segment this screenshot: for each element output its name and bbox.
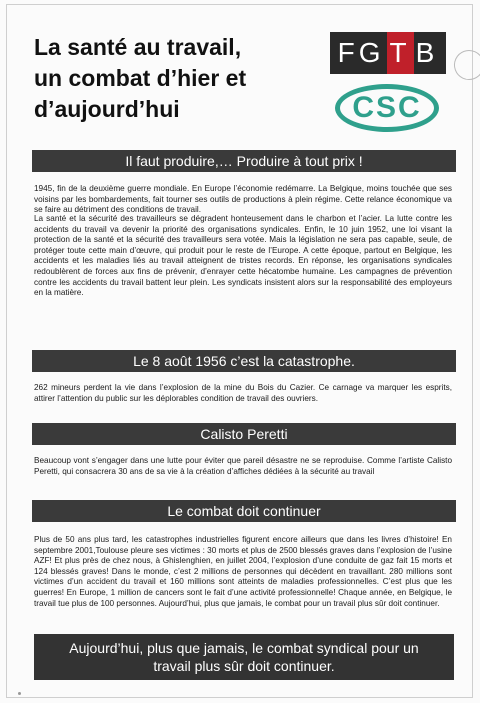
fgtb-logo-red-letter: T (387, 32, 414, 74)
scan-dot (18, 692, 21, 695)
conclusion-box (34, 634, 454, 680)
paragraph-peretti: Beaucoup vont s’engager dans une lutte pour éviter que pareil désastre ne se reproduise. Comme l’artiste Calisto Peretti, qui consacrera 30 ans de sa vie à la création d’affiches dédiées à la sécurité au travail (34, 456, 452, 476)
paragraph-1945: 1945, fin de la deuxième guerre mondiale. En Europe l’économie redémarre. La Belgique, moins touchée que ses voisins par les bombardements, fait tourner ses outils de productions à plein régime. Cette relance économique va se faire au détriment des conditions de travail. (34, 184, 452, 215)
section-banner-combat: Le combat doit continuer (32, 500, 456, 522)
paragraph-sante-securite: La santé et la sécurité des travailleurs se dégradent honteusement dans le charbon et l’acier. La lutte contre les accidents du travail va devenir la priorité des organisations syndicales. Enfin, le 10 juin 1952, une loi visant la protection de la santé et la sécurité des travailleurs sera votée. Mais la législation ne sera pas capable, seule, de protéger toute cette main d’œuvre, qui produit pour le reste de l’Europe. A cette époque, partout en Belgique, les accidents et les maladies liés au travail atteignent de tristes records. En réponse, les organisations syndicales redoublèrent de forces aux fins de prévenir, d’enrayer cette hécatombe humaine. Les campagnes de prévention contre les accidents du travail battent leur plein. Les syndicats insistent alors sur la responsabilité des employeurs en la matière. (34, 214, 452, 298)
paragraph-combat: Plus de 50 ans plus tard, les catastrophes industrielles figurent encore ailleurs que dans les livres d’histoire! En septembre 2001,Toulouse pleure ses victimes : 30 morts et plus de 2500 blessés graves dans l’explosion de l’usine AZF! Et plus près de chez nous, à Ghislenghien, en juillet 2004, l’explosion d’une conduite de gaz fait 15 morts et 124 blessés graves! Dans le monde, c’est 2 millions de personnes qui décèdent en travaillant. 280 millions sont victimes d’un accident du travail et 160 millions sont atteints de maladies professionnelles. C’est plus que les guerres! En Europe, 1 million de cancers sont le fait d’une activité professionnelle! Chaque année, en Belgique, le travail tue plus de 100 personnes. Aujourd’hui, plus que jamais, le combat pour un travail plus sûr doit continuer. (34, 535, 452, 608)
fgtb-logo-left: FG (337, 37, 385, 68)
section-banner-produire: Il faut produire,… Produire à tout prix ! (32, 150, 456, 172)
conclusion-text: Aujourd’hui, plus que jamais, le combat syndical pour un travail plus sûr doit continuer. (69, 640, 419, 674)
title-line-1: La santé au travail, (34, 34, 242, 60)
fgtb-logo (330, 32, 446, 74)
paragraph-bois-du-cazier: 262 mineurs perdent la vie dans l’explosion de la mine du Bois du Cazier. Ce carnage va marquer les esprits, attirer l’attention du public sur les déplorables condition de travail des ouvriers. (34, 383, 452, 403)
fgtb-logo-right: B (415, 37, 439, 68)
section-banner-peretti: Calisto Peretti (32, 423, 456, 445)
title-line-2: un combat d’hier et (34, 65, 247, 91)
title-line-3: d’aujourd’hui (34, 96, 180, 122)
page-title (34, 32, 334, 125)
csc-logo-text: CSC (352, 91, 422, 124)
csc-logo (335, 84, 439, 132)
section-banner-catastrophe: Le 8 août 1956 c’est la catastrophe. (32, 350, 456, 372)
